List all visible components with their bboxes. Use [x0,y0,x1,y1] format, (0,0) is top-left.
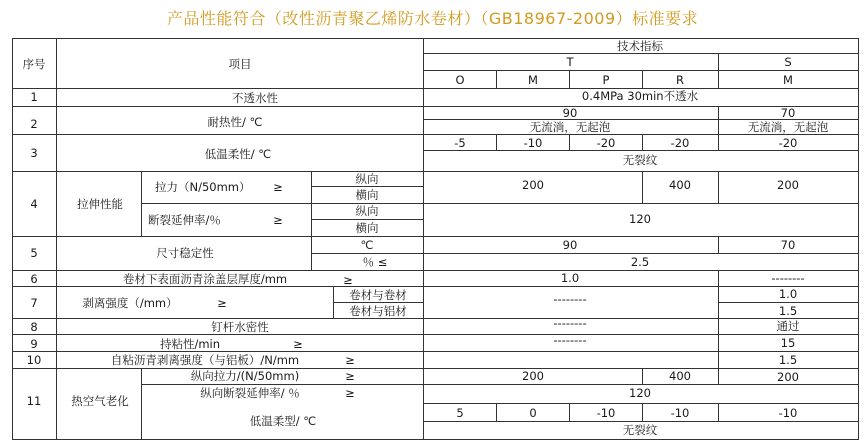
row-8-s-value: 通过 [776,319,800,333]
row-11-s: -10 [778,406,798,420]
row-4-tension-omp: 200 [522,178,544,192]
row-9-s-value: 15 [780,336,796,350]
row-2-t-note: 无流淌，无起泡 [529,120,611,134]
row-9-item: 持粘性/min [159,337,221,351]
row-6-item: 卷材下表面沥青涂盖层厚度/mm [122,272,288,286]
header-group-s: S [784,55,792,69]
row-10-no: 10 [26,353,42,367]
header-item: 项目 [228,57,252,71]
row-11-elong-op: ≥ [345,386,355,400]
row-11-r: -10 [670,406,690,420]
row-4-tension-op: ≥ [273,180,283,194]
row-11-elong-all: 120 [629,386,651,400]
header-sub-r: R [676,73,684,87]
row-2-no: 2 [30,117,38,131]
row-11-tension-r: 400 [669,369,691,383]
row-7-t-value: -------- [553,292,587,306]
row-4-item: 拉伸性能 [77,197,123,211]
header-sub-s-m: M [783,73,793,87]
row-4-dir-long: 纵向 [355,172,379,186]
row-2-s-note: 无流淌，无起泡 [747,120,829,134]
row-5-no: 5 [30,246,38,260]
table-grid [12,38,859,440]
row-4-tension-s: 200 [777,178,799,192]
row-6-no: 6 [30,272,38,286]
row-9-t-value: -------- [553,333,587,347]
row-5-item: 尺寸稳定性 [156,246,214,260]
row-10-item: 自粘沥青剥离强度（与铝板）/N/mm [110,353,300,367]
row-3-no: 3 [30,146,38,160]
row-11-item: 热空气老化 [71,394,129,408]
row-2-t-value: 90 [562,106,578,120]
row-4-elong-op: ≥ [273,213,283,227]
header-sub-m: M [528,73,538,87]
row-4-no: 4 [30,197,38,211]
row-5-temp-s: 70 [780,238,796,252]
row-4-tension-label: 拉力（N/50mm） [155,180,251,194]
row-9-no: 9 [30,337,38,351]
row-4-dir-trans-2: 横向 [355,221,379,235]
page-title: 产品性能符合（改性沥青聚乙烯防水卷材）（GB18967-2009）标准要求 [166,9,699,28]
header-group-t: T [566,55,574,69]
row-8-t-value: -------- [553,316,587,330]
row-11-note: 无裂纹 [622,423,658,437]
row-3-r: -20 [670,136,690,150]
row-3-note: 无裂纹 [622,153,658,167]
row-11-tension-omp: 200 [522,369,544,383]
header-sub-p: P [602,73,610,87]
header-sub-o: O [455,73,465,87]
row-9-op: ≥ [293,337,303,351]
row-1-no: 1 [30,90,38,104]
row-5-unit-1: ℃ [360,238,374,252]
row-4-elong-all: 120 [629,212,651,226]
header-no: 序号 [22,57,46,71]
row-7-s-value-1: 1.0 [778,287,798,301]
row-1-item: 不透水性 [232,91,278,105]
row-11-tension-label: 纵向拉力/(N/50mm) [190,369,300,383]
row-6-op: ≥ [343,273,353,287]
row-11-tension-op: ≥ [345,369,355,383]
row-4-tension-r: 400 [669,178,691,192]
row-8-no: 8 [30,320,38,334]
row-2-s-value: 70 [780,106,796,120]
row-5-temp-t: 90 [562,238,578,252]
row-2-item: 耐热性/ ℃ [207,115,263,129]
row-10-op: ≥ [345,353,355,367]
row-10-s-value: 1.5 [778,353,798,367]
row-11-m: 0 [529,406,537,420]
row-11-p: -10 [596,406,616,420]
row-7-sub-2: 卷材与铝材 [349,304,407,318]
row-3-m: -10 [523,136,543,150]
row-1-value: 0.4MPa 30min不透水 [581,89,699,103]
row-11-no: 11 [26,394,42,408]
row-7-op: ≥ [217,296,227,310]
row-11-cold-label: 低温柔型/ ℃ [249,414,317,428]
row-7-sub-1: 卷材与卷材 [349,288,407,302]
row-7-item: 剥离强度（/mm） [82,296,178,310]
row-11-o: 5 [456,406,464,420]
row-5-pct: 2.5 [630,255,650,269]
row-3-p: -20 [596,136,616,150]
row-11-elong-label: 纵向断裂延伸率/ ％ [200,386,300,400]
row-7-s-value-2: 1.5 [778,304,798,318]
row-4-elong-label: 断裂延伸率/％ [148,213,221,227]
row-4-dir-long-2: 纵向 [355,204,379,218]
row-7-no: 7 [30,296,38,310]
row-5-unit-2: ％ ≤ [362,255,388,269]
row-6-s-value: -------- [771,271,805,285]
row-3-item: 低温柔性/ ℃ [204,147,272,161]
row-3-s: -20 [778,136,798,150]
header-spec: 技术指标 [617,39,663,53]
row-3-o: -5 [454,136,466,150]
row-4-dir-trans: 横向 [355,188,379,202]
row-8-item: 钉杆水密性 [211,320,269,334]
row-6-t-value: 1.0 [560,271,580,285]
row-11-tension-s: 200 [777,370,799,384]
